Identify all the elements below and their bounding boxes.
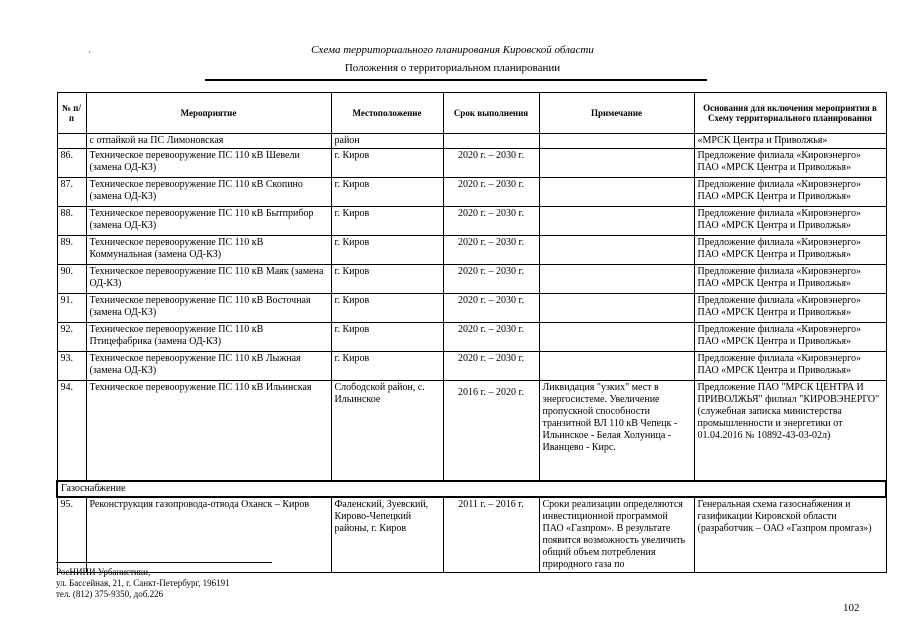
cell-note: [539, 294, 694, 323]
cell-event: Техническое перевооружение ПС 110 кВ Ильинская: [86, 381, 331, 482]
section-row: [57, 481, 886, 497]
cell-num: 95.: [57, 497, 86, 573]
cell-num: 86.: [57, 149, 86, 178]
footer-street: ул. Бассейная, 21, г. Санкт-Петербург, 196191: [56, 578, 230, 588]
table-row: [57, 236, 886, 265]
cell-event: Техническое перевооружение ПС 110 кВ Птицефабрика (замена ОД-КЗ): [86, 323, 331, 352]
col-header-event: Мероприятие: [86, 93, 331, 134]
document-title: Схема территориального планирования Кировской области: [311, 44, 594, 56]
cell-num: 94.: [57, 381, 86, 482]
cell-num: 90.: [57, 265, 86, 294]
cell-basis: Предложение филиала «Кировэнерго» ПАО «МРСК Центра и Приволжья»: [694, 207, 886, 236]
col-header-num: № п/п: [57, 93, 86, 134]
cell-basis: Генеральная схема газоснабжения и газификации Кировской области (разработчик – ОАО «Газпром промгаз»): [694, 497, 886, 573]
cell-term: 2020 г. – 2030 г.: [443, 178, 539, 207]
col-header-basis: Основания для включения мероприятия в Схему территориального планирования: [694, 93, 886, 134]
cell-event: Техническое перевооружение ПС 110 кВ Маяк (замена ОД-КЗ): [86, 265, 331, 294]
cell-basis: Предложение ПАО "МРСК ЦЕНТРА И ПРИВОЛЖЬЯ" филиал "КИРОВЭНЕРГО" (служебная записка министерства промышленности и энергетики от 01.04.2016 № 10892-43-03-02л): [694, 381, 886, 482]
table-row-continued: [57, 134, 886, 149]
cell-note: Ликвидация "узких" мест в энергосистеме. Увеличение пропускной способности транзитной ВЛ 110 кВ Чепецк - Ильинское - Белая Холуница - Иванцево - Кирс.: [539, 381, 694, 482]
cell-location: район: [331, 134, 443, 149]
section-heading: Газоснабжение: [57, 481, 886, 497]
cell-note: [539, 178, 694, 207]
cell-note: [539, 134, 694, 149]
table-row: [57, 178, 886, 207]
cell-location: г. Киров: [331, 323, 443, 352]
cell-event: Техническое перевооружение ПС 110 кВ Лыжная (замена ОД-КЗ): [86, 352, 331, 381]
cell-note: [539, 323, 694, 352]
cell-note: [539, 352, 694, 381]
page-number: 102: [843, 602, 860, 614]
measures-table: [56, 92, 887, 573]
footer-rule: [56, 562, 272, 563]
cell-basis: «МРСК Центра и Приволжья»: [694, 134, 886, 149]
col-header-location: Местоположение: [331, 93, 443, 134]
cell-event: Техническое перевооружение ПС 110 кВ Шевели (замена ОД-КЗ): [86, 149, 331, 178]
footer-org: РосНИПИ Урбанистики,: [56, 567, 151, 577]
cell-note: Сроки реализации определяются инвестиционной программой ПАО «Газпром». В результате появится возможность увеличить общий объем потребления природного газа по: [539, 497, 694, 573]
cell-event: Техническое перевооружение ПС 110 кВ Восточная (замена ОД-КЗ): [86, 294, 331, 323]
header-rule: [205, 79, 707, 81]
table-row: [57, 265, 886, 294]
cell-note: [539, 236, 694, 265]
cell-event: Техническое перевооружение ПС 110 кВ Бытприбор (замена ОД-КЗ): [86, 207, 331, 236]
cell-location: г. Киров: [331, 178, 443, 207]
scan-speck: ·: [88, 48, 91, 57]
cell-basis: Предложение филиала «Кировэнерго» ПАО «МРСК Центра и Приволжья»: [694, 294, 886, 323]
cell-num: 89.: [57, 236, 86, 265]
table-row: [57, 352, 886, 381]
cell-event: Техническое перевооружение ПС 110 кВ Коммунальная (замена ОД-КЗ): [86, 236, 331, 265]
cell-basis: Предложение филиала «Кировэнерго» ПАО «МРСК Центра и Приволжья»: [694, 149, 886, 178]
table-row: [57, 294, 886, 323]
table-row: [57, 381, 886, 482]
cell-event: Техническое перевооружение ПС 110 кВ Скопино (замена ОД-КЗ): [86, 178, 331, 207]
footer-address: [56, 567, 230, 600]
cell-term: 2020 г. – 2030 г.: [443, 323, 539, 352]
cell-location: г. Киров: [331, 149, 443, 178]
table-row: [57, 323, 886, 352]
cell-location: г. Киров: [331, 236, 443, 265]
cell-term: [443, 134, 539, 149]
cell-note: [539, 265, 694, 294]
table-row: [57, 207, 886, 236]
cell-location: Слободской район, с. Ильинское: [331, 381, 443, 482]
document-subtitle: Положения о территориальном планировании: [344, 62, 561, 74]
cell-num: 93.: [57, 352, 86, 381]
cell-num: 88.: [57, 207, 86, 236]
footer-phone: тел. (812) 375-9350, доб.226: [56, 589, 164, 599]
table-header-row: [57, 93, 886, 134]
cell-location: г. Киров: [331, 352, 443, 381]
cell-term: 2020 г. – 2030 г.: [443, 236, 539, 265]
table-row: [57, 149, 886, 178]
cell-term: 2016 г. – 2020 г.: [443, 381, 539, 482]
cell-num: 87.: [57, 178, 86, 207]
cell-event: с отпайкой на ПС Лимоновская: [86, 134, 331, 149]
cell-num: 92.: [57, 323, 86, 352]
cell-basis: Предложение филиала «Кировэнерго» ПАО «МРСК Центра и Приволжья»: [694, 265, 886, 294]
cell-term: 2011 г. – 2016 г.: [443, 497, 539, 573]
cell-location: г. Киров: [331, 207, 443, 236]
cell-note: [539, 207, 694, 236]
cell-basis: Предложение филиала «Кировэнерго» ПАО «МРСК Центра и Приволжья»: [694, 236, 886, 265]
cell-num: [57, 134, 86, 149]
cell-term: 2020 г. – 2030 г.: [443, 149, 539, 178]
cell-basis: Предложение филиала «Кировэнерго» ПАО «МРСК Центра и Приволжья»: [694, 352, 886, 381]
cell-term: 2020 г. – 2030 г.: [443, 265, 539, 294]
cell-term: 2020 г. – 2030 г.: [443, 207, 539, 236]
cell-note: [539, 149, 694, 178]
cell-location: Фаленский, Зуевский, Кирово-Чепецкий районы, г. Киров: [331, 497, 443, 573]
col-header-note: Примечание: [539, 93, 694, 134]
cell-num: 91.: [57, 294, 86, 323]
cell-location: г. Киров: [331, 294, 443, 323]
cell-location: г. Киров: [331, 265, 443, 294]
cell-basis: Предложение филиала «Кировэнерго» ПАО «МРСК Центра и Приволжья»: [694, 178, 886, 207]
col-header-term: Срок выполнения: [443, 93, 539, 134]
cell-term: 2020 г. – 2030 г.: [443, 352, 539, 381]
cell-term: 2020 г. – 2030 г.: [443, 294, 539, 323]
cell-event: Реконструкция газопровода-отвода Оханск – Киров: [86, 497, 331, 573]
cell-basis: Предложение филиала «Кировэнерго» ПАО «МРСК Центра и Приволжья»: [694, 323, 886, 352]
